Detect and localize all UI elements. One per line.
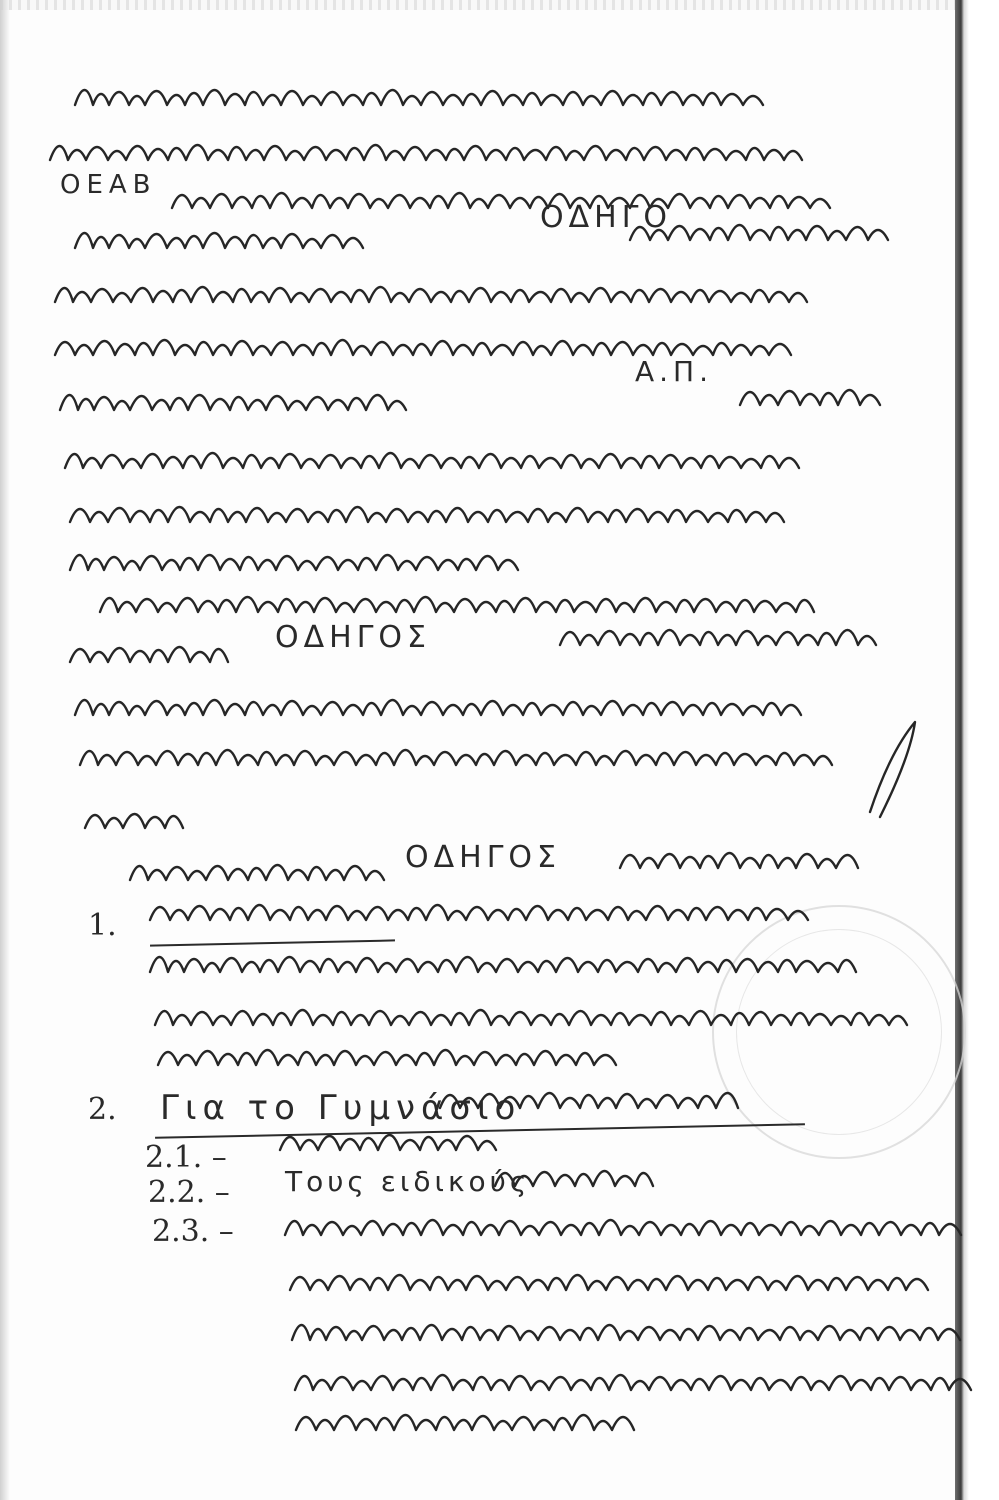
list-number-2-2: 2.2. – — [148, 1175, 230, 1210]
text-ap: Α.Π. — [635, 355, 714, 388]
text-oeab: ΟΕΑΒ — [60, 170, 157, 200]
text-odigos-3: ΟΔΗΓΟΣ — [405, 840, 561, 875]
item-2-heading: Για το Γυμνάσιο — [160, 1088, 522, 1128]
list-number-1: 1. — [88, 908, 117, 943]
text-odigos-2: ΟΔΗΓΟΣ — [275, 620, 431, 655]
list-number-2: 2. — [88, 1092, 117, 1127]
list-number-2-1: 2.1. – — [145, 1140, 227, 1175]
list-number-2-3: 2.3. – — [152, 1214, 234, 1249]
text-tous-eidikous: Τους ειδικούς — [285, 1165, 531, 1198]
text-odigo: ΟΔΗΓΟ — [540, 200, 673, 235]
